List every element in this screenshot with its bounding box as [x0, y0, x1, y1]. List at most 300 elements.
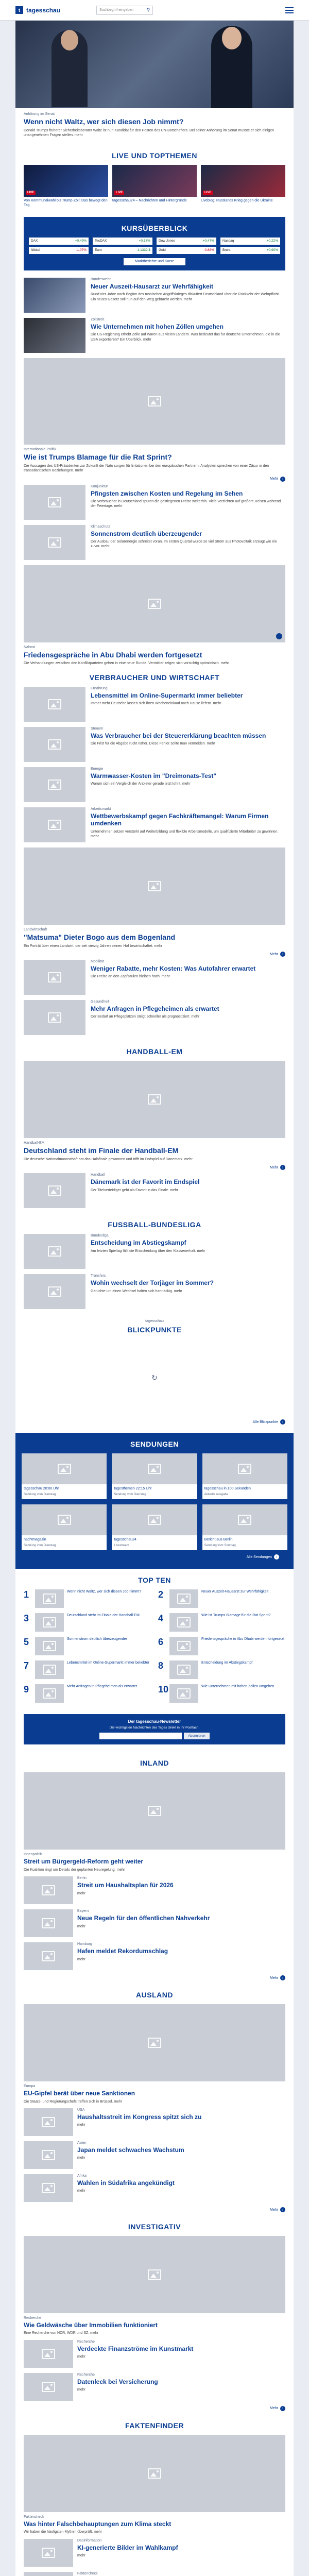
article-image[interactable]	[24, 358, 285, 445]
article-headline[interactable]: Mehr Anfragen in Pflegeheimen als erwartet	[91, 1005, 219, 1012]
article-image[interactable]	[24, 2539, 73, 2567]
kurs-cell[interactable]	[29, 238, 89, 245]
article-kicker: Recherche	[24, 2316, 41, 2320]
list-item[interactable]	[15, 807, 294, 842]
article-kicker: Europa	[24, 2084, 36, 2089]
topten-image[interactable]	[35, 1613, 64, 1632]
article-headline[interactable]: Wettbewerbskampf gegen Fachkräftemangel: Warum Firmen umdenken	[91, 812, 269, 827]
sendung-label[interactable]: tagesschau24	[114, 1538, 136, 1542]
topten-list	[15, 1589, 294, 1710]
after-verb-story[interactable]	[15, 928, 294, 948]
article-headline[interactable]: Dänemark ist der Favorit im Endspiel	[91, 1178, 200, 1186]
live-badge: LIVE	[203, 191, 213, 195]
article-teaser: Eine Recherche von NDR, WDR und SZ. mehr	[24, 2331, 99, 2335]
article-teaser: Die Verhandlungen zwischen den Konfliktparteien gehen in eine neue Runde. Vermittler zeigen sich vorsichtig optimistisch. mehr	[24, 662, 229, 666]
topten-item[interactable]	[158, 1613, 285, 1632]
article-kicker: Hamburg	[77, 1942, 92, 1946]
blickpunkte-more[interactable]	[24, 1419, 285, 1425]
article-teaser: Immer mehr Deutsche lassen sich ihren Wocheneinkauf nach Hause liefern. mehr	[91, 702, 221, 706]
article-image[interactable]	[24, 807, 85, 842]
kurs-value: +0,90%	[266, 248, 278, 252]
more-label: Mehr	[270, 1976, 278, 1980]
list-item[interactable]	[24, 2539, 285, 2567]
topten-image[interactable]	[169, 1660, 198, 1679]
topten-label[interactable]: Lebensmittel im Online-Supermarkt immer beliebter	[67, 1661, 149, 1665]
article-headline[interactable]: Neuer Auszeit-Hausarzt zur Wehrfähigkeit	[91, 282, 214, 290]
list-item[interactable]	[15, 1000, 294, 1035]
sendung-image[interactable]	[112, 1453, 197, 1484]
blickpunkte-header	[15, 1314, 294, 1323]
top-header	[0, 0, 309, 21]
topten-number: 7	[24, 1660, 29, 1671]
article-image[interactable]	[24, 2435, 285, 2512]
article-headline[interactable]: Warmwasser-Kosten im "Dreimonats-Test"	[91, 772, 217, 779]
topten-image[interactable]	[35, 1589, 64, 1608]
sendung-label[interactable]: tagesthemen 22:15 Uhr	[114, 1487, 152, 1491]
article-image[interactable]	[24, 485, 85, 520]
article-body	[77, 2373, 158, 2401]
kurs-name: Nikkei	[31, 248, 40, 252]
list-item[interactable]	[15, 960, 294, 995]
list-item[interactable]	[15, 1234, 294, 1269]
article-image[interactable]	[24, 1942, 73, 1970]
article-headline[interactable]: Friedensgespräche in Abu Dhabi werden fortgesetzt	[24, 650, 202, 659]
article-image[interactable]	[24, 848, 285, 925]
article-kicker: Arbeitsmarkt	[91, 807, 111, 811]
article-teaser: Rund vier Jahre nach Beginn des russischen Angriffskrieges diskutiert Deutschland über die Rückkehr der Wehrpflicht. Ein neues Gesetz soll nun auf den Weg gebracht werden. mehr	[91, 293, 280, 301]
topten-number: 5	[24, 1637, 29, 1648]
topten-label[interactable]: Wie Unternehmen mit hohen Zöllen umgehen	[201, 1685, 274, 1689]
list-item[interactable]	[15, 1173, 294, 1208]
article-teaser: mehr	[77, 2156, 85, 2160]
sendungen-button: Alle Sendungen	[246, 1555, 272, 1559]
sendung-card[interactable]	[112, 1504, 197, 1550]
sendung-label[interactable]: Bericht aus Berlin	[204, 1538, 233, 1542]
article-kicker: Innenpolitik	[24, 1853, 42, 1857]
topten-number: 4	[158, 1613, 164, 1624]
article-teaser: Die Koalition ringt um Details der geplanten Neuregelung. mehr	[24, 1868, 125, 1872]
topten-label[interactable]: Sonnenstrom deutlich überzeugender	[67, 1637, 127, 1641]
article-image[interactable]	[24, 1000, 85, 1035]
article-teaser: mehr	[77, 2388, 85, 2392]
topten-label[interactable]: Mehr Anfragen in Pflegeheimen als erwartet	[67, 1685, 138, 1689]
live-card[interactable]	[201, 165, 285, 208]
article-headline[interactable]: Streit um Bürgergeld-Reform geht weiter	[24, 1858, 144, 1866]
article-body	[77, 2539, 178, 2567]
chevron-right-icon: ›	[280, 477, 285, 482]
article-body	[77, 2572, 162, 2576]
fussball-title: FUSSBALL-BUNDESLIGA	[108, 1221, 201, 1229]
article-kicker: Asien	[77, 2141, 87, 2145]
chevron-right-icon: ›	[280, 1975, 285, 1980]
article-teaser: mehr	[77, 1891, 85, 1895]
article-kicker: Bundeswehr	[91, 277, 111, 281]
article-headline[interactable]: Weniger Rabatte, mehr Kosten: Was Autofahrer erwartet	[91, 965, 256, 972]
article-kicker: Gesundheit	[91, 1000, 109, 1004]
sendung-sub: Sendung vom Dienstag	[114, 1493, 146, 1497]
article-headline[interactable]: Was Verbraucher bei der Steuererklärung beachten müssen	[91, 732, 266, 739]
kurs-cell[interactable]	[29, 247, 89, 254]
article-image[interactable]	[24, 2108, 73, 2136]
sendung-label[interactable]: nachtmagazin	[24, 1538, 46, 1542]
chevron-right-icon: ›	[274, 1554, 279, 1560]
topten-label[interactable]: Wenn nicht Waltz, wer sich diesen Job nimmt?	[67, 1590, 142, 1594]
kurs-value: 1,1332 $	[137, 248, 150, 252]
article-headline[interactable]: Wohin wechselt der Torjäger im Sommer?	[91, 1279, 214, 1287]
sendung-card[interactable]	[112, 1453, 197, 1499]
topten-label[interactable]: Entscheidung im Abstiegskampf	[201, 1661, 253, 1665]
article-kicker: Energie	[91, 767, 104, 771]
article-image[interactable]	[24, 2373, 73, 2401]
magnifier-icon[interactable]: ⚲	[146, 7, 150, 12]
article-image[interactable]	[24, 727, 85, 762]
kurs-value: +0,22%	[266, 239, 278, 243]
list-item[interactable]	[24, 2141, 285, 2169]
loading-area	[15, 1339, 294, 1416]
article-teaser: Warum sich ein Vergleich der Anbieter gerade jetzt lohnt. mehr	[91, 782, 191, 786]
article-teaser: Unternehmen setzen verstärkt auf Weiterbildung und flexible Arbeitsmodelle, um qualifizierte Mitarbeiter zu gewinnen. mehr	[91, 829, 279, 838]
article-kicker: USA	[77, 2108, 85, 2112]
topten-image[interactable]	[35, 1637, 64, 1655]
list-item[interactable]	[15, 278, 294, 313]
play-icon[interactable]	[276, 633, 282, 639]
more-label: Mehr	[270, 952, 278, 956]
sendungen-grid	[22, 1453, 287, 1550]
list-item[interactable]	[15, 318, 294, 353]
article-teaser: Die Verbraucher in Deutschland spüren die gestiegenen Preise weiterhin. Viele verzichten auf größere Reisen während der Feiertage. mehr	[91, 499, 281, 509]
kurs-cell[interactable]	[93, 247, 152, 254]
article-teaser: mehr	[77, 2189, 85, 2193]
topten-label[interactable]: Friedensgespräche in Abu Dhabi werden fortgesetzt	[201, 1637, 285, 1641]
sendung-card[interactable]	[202, 1453, 287, 1499]
kurs-value: +0,47%	[202, 239, 214, 243]
big-story[interactable]	[15, 448, 294, 473]
list-item[interactable]	[24, 2572, 285, 2576]
topten-image[interactable]	[35, 1660, 64, 1679]
kurs-value: -1,07%	[76, 248, 87, 252]
article-headline[interactable]: Neue Regeln für den öffentlichen Nahverkehr	[77, 1914, 210, 1922]
article-body	[77, 2108, 201, 2136]
list-item[interactable]	[24, 1876, 285, 1904]
faktenfinder-title: FAKTENFINDER	[125, 2421, 184, 2430]
inland-lead[interactable]	[15, 1772, 294, 1876]
blickpunkte-title: BLICKPUNKTE	[127, 1326, 182, 1334]
article-image[interactable]	[24, 2141, 73, 2169]
article-teaser: mehr	[77, 2554, 85, 2558]
article-headline[interactable]: Wie Geldwäsche über Immobilien funktioniert	[24, 2321, 158, 2329]
video-image[interactable]	[24, 565, 285, 642]
list-item[interactable]	[15, 525, 294, 560]
list-item[interactable]	[15, 767, 294, 802]
sendung-image[interactable]	[22, 1504, 107, 1535]
stock-overview	[24, 217, 285, 270]
search-placeholder: Suchbegriff eingeben	[99, 8, 134, 12]
handball-story[interactable]	[15, 1141, 294, 1162]
article-kicker: Recherche	[77, 2372, 95, 2377]
article-teaser: Die Staats- und Regierungschefs treffen sich in Brüssel. mehr	[24, 2099, 123, 2104]
topten-item[interactable]	[158, 1684, 285, 1703]
sendung-label[interactable]: tagesschau in 100 Sekunden	[204, 1487, 251, 1491]
hero-image[interactable]	[15, 21, 294, 108]
article-image[interactable]	[24, 2236, 285, 2313]
live-card[interactable]	[24, 165, 108, 208]
topten-label[interactable]: Wie ist Trumps Blamage für die Rat Sprint?	[201, 1614, 271, 1618]
kurs-value: -0,88%	[203, 248, 214, 252]
hamburger-icon[interactable]	[285, 7, 294, 13]
article-teaser: Gerüchte um einen Wechsel halten sich hartnäckig. mehr	[91, 1289, 182, 1293]
article-kicker: Bundesliga	[91, 1234, 109, 1238]
article-headline[interactable]: Wie ist Trumps Blamage für die Rat Sprint?	[24, 452, 172, 461]
article-headline[interactable]: Wie Unternehmen mit hohen Zöllen umgehen	[91, 323, 224, 330]
article-image[interactable]	[24, 525, 85, 560]
article-body	[77, 1942, 168, 1970]
newsletter-box	[24, 1714, 285, 1744]
article-headline[interactable]: EU-Gipfel berät über neue Sanktionen	[24, 2090, 135, 2097]
article-kicker: Recherche	[77, 2340, 95, 2344]
topten-number: 3	[24, 1613, 29, 1624]
article-teaser: Die Aussagen des US-Präsidenten zur Zukunft der Nato sorgen für Irritationen bei den europäischen Partnern. Analysten sprechen von einer Zäsur in den transatlantischen Beziehungen. mehr	[24, 464, 269, 473]
newsletter-subscribe-button[interactable]: Abonnieren	[184, 1733, 210, 1739]
more-link[interactable]	[24, 477, 285, 482]
kurs-name: Dow Jones	[159, 239, 176, 243]
article-kicker: Ernährung	[91, 686, 108, 690]
article-kicker: Faktencheck	[77, 2571, 98, 2575]
hero-article[interactable]	[15, 108, 294, 144]
article-headline[interactable]: Deutschland steht im Finale der Handball-EM	[24, 1146, 179, 1155]
more-label: Mehr	[270, 2406, 278, 2411]
kurs-cell[interactable]	[93, 238, 152, 245]
topten-item[interactable]	[24, 1660, 151, 1679]
article-body	[77, 2141, 184, 2169]
article-headline[interactable]: "Matsuma" Dieter Bogo aus dem Bogenland	[24, 933, 176, 941]
topten-label[interactable]: Neuer Auszeit-Hausarzt zur Wehrfähigkeit	[201, 1590, 269, 1594]
article-kicker: Handball-EM	[24, 1141, 45, 1145]
article-image[interactable]	[24, 1772, 285, 1850]
list-item[interactable]	[15, 485, 294, 520]
topten-item[interactable]	[24, 1684, 151, 1703]
more-label: Mehr	[270, 1165, 278, 1170]
article-headline[interactable]: Lebensmittel im Online-Supermarkt immer beliebter	[91, 691, 243, 699]
article-image[interactable]	[24, 960, 85, 995]
article-headline[interactable]: Sonnenstrom deutlich überzeugender	[91, 530, 202, 537]
article-body	[77, 1876, 174, 1904]
sendung-card[interactable]	[22, 1453, 107, 1499]
blickpunkte-kicker: tagesschau	[145, 1319, 164, 1324]
article-teaser: Der Bedarf an Pflegeplätzen steigt schneller als prognostiziert. mehr	[91, 1015, 200, 1019]
topten-number: 9	[24, 1684, 29, 1695]
chevron-right-icon: ›	[280, 1165, 285, 1170]
regional-sections	[15, 1752, 294, 2576]
logo-text[interactable]: tagesschau	[26, 6, 61, 14]
topten-image[interactable]	[169, 1613, 198, 1632]
sendung-sub: Sendung vom Dienstag	[24, 1544, 56, 1548]
sendung-image[interactable]	[112, 1504, 197, 1535]
live-card-label[interactable]: Liveblog: Russlands Krieg gegen die Ukraine	[201, 198, 273, 202]
article-kicker: Transfers	[91, 1274, 106, 1278]
faktenfinder-lead[interactable]	[15, 2435, 294, 2539]
more-link[interactable]	[24, 2207, 285, 2212]
topten-item[interactable]	[24, 1637, 151, 1655]
kurs-title: KURSÜBERBLICK	[121, 224, 188, 232]
investigativ-title: INVESTIGATIV	[128, 2223, 181, 2231]
article-kicker: Internationale Politik	[24, 447, 57, 451]
article-teaser: Wir haben die häufigsten Mythen überprüft. mehr	[24, 2530, 102, 2534]
sendung-sub: Livestream	[114, 1544, 129, 1548]
more-link[interactable]	[24, 2406, 285, 2411]
article-teaser: Ein Porträt über einen Landwirt, der seit vierzig Jahren seinen Hof bewirtschaftet. mehr	[24, 944, 163, 948]
article-teaser: Der Titelverteidiger geht als Favorit in das Finale. mehr	[91, 1188, 179, 1192]
ausland-lead[interactable]	[15, 2004, 294, 2108]
more-link[interactable]	[24, 952, 285, 957]
list-item[interactable]	[24, 2174, 285, 2202]
article-headline[interactable]: Datenleck bei Versicherung	[77, 2378, 158, 2385]
inland-title: INLAND	[140, 1759, 169, 1768]
hero-teaser: Donald Trumps früherer Sicherheitsberater Waltz ist nun Kandidat für den Posten des UN-Botschafters. Bei seiner Anhörung im Senat musste er sich einigen unangenehmen Fragen stellen. mehr	[24, 128, 274, 138]
topten-title: TOP TEN	[138, 1576, 171, 1585]
mid-story[interactable]	[15, 646, 294, 666]
article-image[interactable]	[24, 2340, 73, 2368]
topten-image[interactable]	[169, 1589, 198, 1608]
topten-number: 1	[24, 1589, 29, 1600]
sendung-image[interactable]	[202, 1453, 287, 1484]
kurs-cell[interactable]	[220, 247, 280, 254]
list-item[interactable]	[24, 1942, 285, 1970]
sendung-image[interactable]	[22, 1453, 107, 1484]
blickpunkte-button: Alle Blickpunkte	[252, 1420, 278, 1424]
newsletter-email-field[interactable]	[99, 1733, 182, 1739]
article-headline[interactable]: Haushaltsstreit im Kongress spitzt sich zu	[77, 2113, 202, 2121]
article-image[interactable]	[24, 1234, 85, 1269]
article-image[interactable]	[24, 1061, 285, 1138]
kurs-name: DAX	[31, 239, 38, 243]
kurs-value: +0,17%	[139, 239, 150, 243]
article-kicker: Zollstreit	[91, 317, 105, 321]
article-teaser: mehr	[77, 2123, 85, 2127]
topten-label[interactable]: Deutschland steht im Finale der Handball-EM	[67, 1614, 140, 1618]
kurs-name: Brent	[222, 248, 231, 252]
article-image[interactable]	[24, 1909, 73, 1937]
article-kicker: Mobilität	[91, 960, 105, 963]
sendungen-title: SENDUNGEN	[130, 1440, 179, 1449]
article-teaser: Die US-Regierung erhebt Zölle auf Waren aus vielen Ländern. Was bedeutet das für deutsche Unternehmen, die in die USA exportieren? Ein Überblick. mehr	[91, 333, 280, 342]
topten-item[interactable]	[24, 1589, 151, 1608]
article-headline[interactable]: Streit um Haushaltsplan für 2026	[77, 1882, 174, 1889]
list-item[interactable]	[24, 1909, 285, 1937]
chevron-right-icon: ›	[280, 2207, 285, 2212]
kurs-cell[interactable]	[220, 238, 280, 245]
article-image[interactable]	[24, 1876, 73, 1904]
live-card-label[interactable]: tagesschau24 – Nachrichten und Hintergründe	[112, 198, 187, 202]
topten-item[interactable]	[24, 1613, 151, 1632]
list-item[interactable]	[24, 2108, 285, 2136]
article-image[interactable]	[24, 1173, 85, 1208]
kurs-name: TecDAX	[95, 239, 107, 243]
article-kicker: Handball	[91, 1173, 105, 1177]
more-label: Mehr	[270, 477, 278, 481]
chevron-right-icon: ›	[280, 952, 285, 957]
article-kicker: Desinformation	[77, 2538, 102, 2543]
article-headline[interactable]: Hafen meldet Rekordumschlag	[77, 1947, 168, 1955]
topten-number: 10	[158, 1684, 169, 1695]
topten-item[interactable]	[158, 1637, 285, 1655]
sendung-label[interactable]: tagesschau 20:00 Uhr	[24, 1487, 59, 1491]
topten-image[interactable]	[169, 1684, 198, 1703]
article-headline[interactable]: KI-generierte Bilder im Wahlkampf	[77, 2544, 178, 2551]
list-item[interactable]	[24, 2340, 285, 2368]
article-headline[interactable]: Verdeckte Finanzströme im Kunstmarkt	[77, 2345, 194, 2352]
kurs-cell[interactable]	[157, 247, 216, 254]
article-image[interactable]	[24, 278, 85, 313]
article-image[interactable]	[24, 767, 85, 802]
article-kicker: Steuern	[91, 726, 104, 731]
spinner-icon: ↻	[151, 1373, 158, 1382]
sendung-image[interactable]	[202, 1504, 287, 1535]
more-label: Mehr	[270, 2208, 278, 2212]
list-item[interactable]	[15, 687, 294, 722]
sendung-card[interactable]	[22, 1504, 107, 1550]
topten-number: 2	[158, 1589, 164, 1600]
article-headline[interactable]: Entscheidung im Abstiegskampf	[91, 1239, 186, 1247]
more-link[interactable]	[24, 1975, 285, 1980]
article-headline[interactable]: Japan meldet schwaches Wachstum	[77, 2146, 184, 2154]
handball-title: HANDBALL-EM	[126, 1047, 183, 1056]
list-item[interactable]	[15, 1274, 294, 1309]
article-image[interactable]	[24, 2174, 73, 2202]
article-image[interactable]	[24, 687, 85, 722]
article-headline[interactable]: Pfingsten zwischen Kosten und Regelung im Sehen	[91, 489, 243, 497]
sendung-sub: Sendung vom Dienstag	[24, 1493, 56, 1497]
sendung-card[interactable]	[202, 1504, 287, 1550]
kurs-cell[interactable]	[157, 238, 216, 245]
newsletter-headline: Der tagesschau-Newsletter	[128, 1719, 181, 1724]
sendungen-more[interactable]	[30, 1554, 279, 1560]
kurs-grid	[24, 238, 285, 254]
kurs-name: Euro	[95, 248, 102, 252]
search-input[interactable]	[96, 6, 153, 15]
article-body	[77, 2340, 193, 2368]
newsletter-text: Die wichtigsten Nachrichten des Tages direkt in Ihr Postfach.	[109, 1726, 200, 1730]
logo-mark[interactable]: t	[15, 6, 23, 14]
investigativ-lead[interactable]	[15, 2236, 294, 2340]
kurs-more-button[interactable]: Marktberichte und Kurse	[124, 258, 185, 265]
article-body	[77, 1909, 210, 1937]
article-image[interactable]	[24, 2004, 285, 2081]
article-image[interactable]	[24, 1274, 85, 1309]
inland-list	[15, 1876, 294, 1970]
hero-kicker: Anhörung im Senat	[24, 112, 55, 116]
live-card-label[interactable]: Von Kommunalwahl bis Trump-Zoll: Das bewegt den Tag	[24, 198, 108, 207]
article-kicker: Afrika	[77, 2174, 87, 2178]
article-headline[interactable]: Was hinter Falschbehauptungen zum Klima steckt	[24, 2520, 171, 2528]
article-kicker: Konjunktur	[91, 484, 108, 488]
hero-headline[interactable]: Wenn nicht Waltz, wer sich diesen Job nimmt?	[24, 117, 184, 126]
list-item[interactable]	[15, 727, 294, 762]
topten-item[interactable]	[158, 1660, 285, 1679]
live-card[interactable]	[112, 165, 197, 208]
list-item[interactable]	[24, 2373, 285, 2401]
topten-image[interactable]	[35, 1684, 64, 1703]
article-image[interactable]	[24, 2572, 73, 2576]
live-row	[15, 165, 294, 214]
article-kicker: Landwirtschaft	[24, 927, 47, 931]
article-image[interactable]	[24, 318, 85, 353]
article-teaser: Die Preise an den Zapfsäulen bleiben hoch. mehr	[91, 975, 170, 979]
sendungen-section	[15, 1433, 294, 1569]
topten-item[interactable]	[158, 1589, 285, 1608]
more-link[interactable]	[24, 1165, 285, 1170]
article-headline[interactable]: Wahlen in Südafrika angekündigt	[77, 2179, 175, 2187]
topten-image[interactable]	[169, 1637, 198, 1655]
